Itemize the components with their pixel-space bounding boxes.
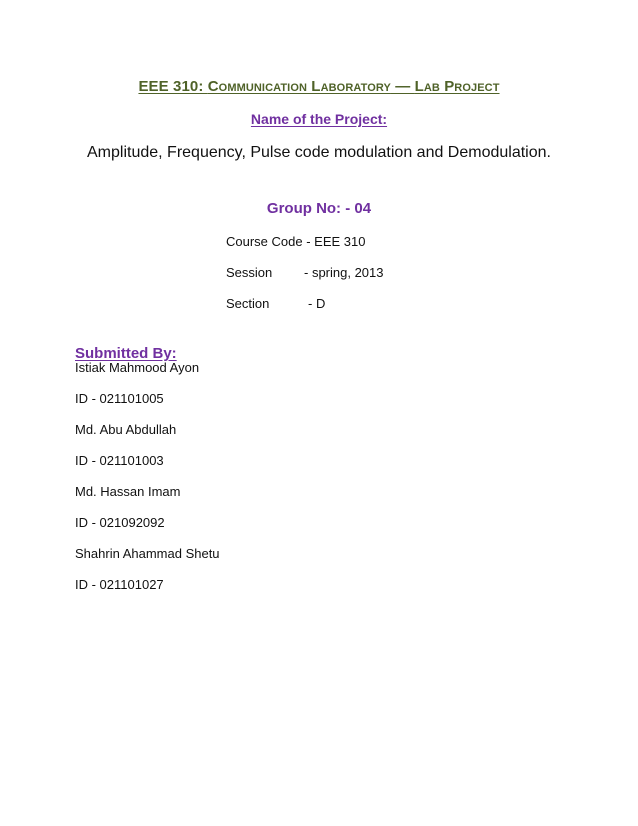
- member-name: Md. Abu Abdullah: [75, 422, 177, 437]
- lab-project-label: Lab Project: [414, 78, 500, 95]
- member-list: [75, 360, 220, 608]
- info-value: - spring, 2013: [304, 265, 384, 280]
- info-value: - D: [308, 296, 326, 311]
- document-title: [0, 78, 638, 95]
- course-prefix: EEE 310:: [138, 78, 208, 95]
- course-title: Communication Laboratory: [207, 78, 391, 95]
- info-label: Course Code: [226, 234, 303, 249]
- member-name: Istiak Mahmood Ayon: [75, 360, 200, 375]
- project-heading-text: Name of the Project:: [250, 111, 388, 127]
- group-number: Group No: - 04: [266, 200, 372, 217]
- member-id: ID - 021101005: [75, 391, 164, 406]
- info-label: Section: [226, 296, 270, 311]
- info-course-code: [226, 234, 366, 249]
- info-section: [226, 296, 325, 311]
- member-name: Md. Hassan Imam: [75, 484, 181, 499]
- member-name: Shahrin Ahammad Shetu: [75, 546, 220, 561]
- submitted-by-text: Submitted By:: [75, 345, 177, 362]
- member-id: ID - 021101027: [75, 577, 164, 592]
- info-label: Session: [226, 265, 273, 280]
- info-session: [226, 265, 384, 280]
- project-name: Amplitude, Frequency, Pulse code modulation and Demodulation.: [87, 144, 551, 161]
- title-dash: —: [390, 78, 415, 95]
- info-value: - EEE 310: [306, 234, 366, 249]
- member-id: ID - 021092092: [75, 515, 165, 530]
- project-heading: [0, 111, 638, 127]
- member-id: ID - 021101003: [75, 453, 164, 468]
